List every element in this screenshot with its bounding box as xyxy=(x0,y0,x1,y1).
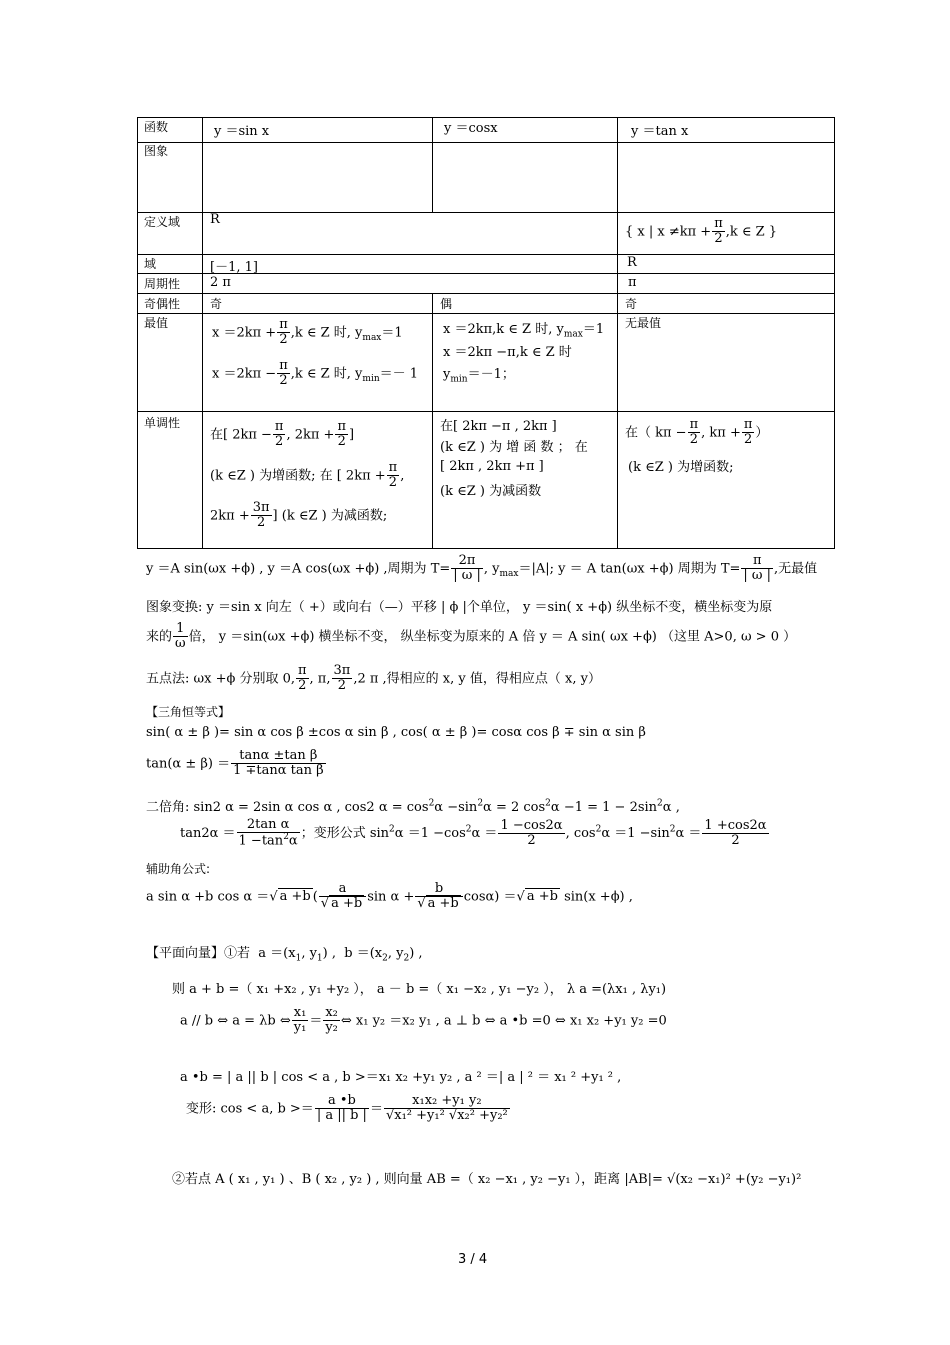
mono-tan-line1: 在（ kπ − $\frac{\pi}{2}$ , kπ + $\frac{\pi}{2}$ ） xyxy=(625,417,769,448)
mono-cos-line4: (k ∈Z ) 为减函数 xyxy=(440,484,542,499)
sum-angle-formula: sin( α ± β )= sin α cos β ±cos α sin β , cos( α ± β )= cosα cos β ∓ sin α sin β xyxy=(146,725,646,740)
header-tan: y ＝tan x xyxy=(631,124,689,139)
mono-tan-line2: (k ∈Z ) 为增函数; xyxy=(628,460,734,475)
parity-tan: 奇 xyxy=(625,297,638,311)
mono-sin-line3: 2kπ + $\frac{3\pi}{2}$ ] (k ∈Z ) 为减函数; xyxy=(210,500,388,531)
mono-cos-line2: (k ∈Z ) 为 增 函 数 ； 在 xyxy=(440,440,588,455)
row-graph-label: 图象 xyxy=(144,144,169,158)
vector-distance-formula: ②若点 A ( x₁ , y₁ ) 、B ( x₂ , y₂ ) , 则向量 AB =（ x₂ −x₁ , y₂ −y₁ ），距离 |AB|= √(x₂ −x₁)² +(y₂ −y₁)² xyxy=(172,1172,802,1187)
period-sin-cos: 2 π xyxy=(210,275,231,290)
row-domain-label: 定义域 xyxy=(144,215,181,229)
period-formula-line: y ＝A sin(ωx +ϕ) , y ＝A cos(ωx +ϕ) ,周期为 T= $\frac{2\pi}{| \omega |}$ , $y_{max}=|A|$; y ＝ A tan(ωx +ϕ) 周期为 T= $\frac{\pi}{| \omega |}$ ,无最值 xyxy=(146,553,818,584)
period-tan: π xyxy=(628,275,637,290)
row-mono-label: 单调性 xyxy=(144,416,181,430)
mono-sin-line2: (k ∈Z ) 为增函数; 在 [ 2kπ + $\frac{\pi}{2}$ , xyxy=(210,460,405,491)
tan-double-formula: tan2α ＝ $\frac{\text{2tan α}}{1 -\tan^2\alpha}$ ；变形公式 $\sin^2\alpha =1 -\cos^2\alpha$ ＝ $\frac{1 -\cos 2\alpha}{2}$ , $\cos^2\alpha =1 -\sin^2\alpha$ ＝ $\frac{1 +\cos 2\alpha}{2}$ xyxy=(180,817,767,849)
mono-cos-line3: [ 2kπ , 2kπ +π ] xyxy=(440,459,544,474)
transform-line1: 图象变换: y ＝sin x 向左（ +）或向右（—）平移 | ϕ |个单位， y ＝sin( x +ϕ) 纵坐标不变，横坐标变为原 xyxy=(146,600,773,615)
vector-definition: 【平面向量】①若 $a =(x_1$, $y_1$) , $b =(x_2$, $y_2$) , xyxy=(146,946,423,964)
double-angle-formula: 二倍角: sin2 α = 2sin α cos α , cos2 $\alpha = \cos^2\alpha -\sin^2\alpha = 2$ $\cos^2\alpha -1 = 1 - 2\sin^2\alpha$ , xyxy=(146,798,680,815)
extreme-sin-max: x ＝2kπ + $\frac{\pi}{2}$ ,k ∈ Z 时, $y_{max}=1$ xyxy=(212,317,403,348)
mono-sin-line1: 在[ 2kπ − $\frac{\pi}{2}$ , 2kπ + $\frac{\pi}{2}$ ] xyxy=(210,419,355,450)
extreme-sin-min: x ＝2kπ − $\frac{\pi}{2}$ ,k ∈ Z 时, $y_{min}=- 1$ xyxy=(212,358,419,389)
mono-cos-line1: 在[ 2kπ −π , 2kπ ] xyxy=(440,419,557,434)
five-point-method: 五点法: ωx +ϕ 分别取 0, $\frac{\pi}{2}$ , π, $\frac{3\pi}{2}$ ,2 π ,得相应的 x, y 值，得相应点（ x, y） xyxy=(146,663,601,694)
extreme-tan: 无最值 xyxy=(625,316,662,330)
row-period-label: 周期性 xyxy=(144,277,181,291)
extreme-cos-line1: x ＝2kπ,k ∈ Z 时, $y_{max}=1$ xyxy=(443,322,605,340)
heading-trig-identities: 【三角恒等式】 xyxy=(146,705,231,719)
extreme-cos-line2: x ＝2kπ −π,k ∈ Z 时 xyxy=(443,345,572,360)
transform-line2: 来的 $\frac{1}{\omega}$ 倍， y ＝sin(ωx +ϕ) 横坐标不变， 纵坐标变为原来的 A 倍 y ＝ A sin( ωx +ϕ) （这里 A>0, ω > 0 ） xyxy=(146,621,797,652)
row-range-label: 域 xyxy=(144,257,157,271)
row-extreme-label: 最值 xyxy=(144,316,169,330)
vector-angle-formula: 变形: cos < a, b >＝ $\frac{a •b}{| a || b |}$ ＝ $\frac{\text{x₁x₂ +y₁ y₂}}{\text{√x₁² +y₁² √x₂² +y₂²}}$ xyxy=(186,1093,508,1124)
parity-cos: 偶 xyxy=(440,297,453,311)
vector-operations: 则 a + b =（ x₁ +x₂ , y₁ +y₂ ）， a － b =（ x₁ −x₂ , y₁ −y₂ ）， λ a =(λx₁ , λy₁) xyxy=(172,982,667,997)
parity-sin: 奇 xyxy=(210,297,223,311)
domain-tan: { x | x ≠kπ + $\frac{\pi}{2}$ ,k ∈ Z } xyxy=(625,216,778,247)
header-sin: y ＝sin x xyxy=(214,124,270,139)
domain-sin-cos: R xyxy=(210,212,220,227)
tan-sum-formula: tan(α ± β) ＝ $\frac{\text{tanα ±tan β}}{\text{1 ∓tanα tan β}}$ xyxy=(146,748,324,779)
header-function: 函数 xyxy=(144,120,169,134)
vector-dot-product: a •b = | a || b | cos < a , b >＝x₁ x₂ +y₁ y₂ , a ² ＝| a | ² ＝ x₁ ² +y₁ ² , xyxy=(180,1070,622,1085)
aux-angle-formula: a sin α +b cos α ＝√ a +b ( $\frac{a}{√ a +b}$ sin α + $\frac{b}{√ a +b}$ cosα) ＝√ a +b sin(x +ϕ) , xyxy=(146,881,633,912)
header-cos: y ＝cosx xyxy=(444,121,498,136)
range-tan: R xyxy=(627,255,637,270)
heading-aux-angle: 辅助角公式: xyxy=(146,862,211,876)
row-parity-label: 奇偶性 xyxy=(144,297,181,311)
range-sin-cos: [－1, 1] xyxy=(210,260,258,275)
extreme-cos-line3: $y_{min}=-1$； xyxy=(443,367,515,385)
vector-parallel-perpendicular: a // b ⇔ a = λb ⇔ $\frac{\text{x₁}}{\text{y₁}}$ ＝ $\frac{\text{x₂}}{\text{y₂}}$ ⇔ x₁ y₂ ＝x₂ y₁ , a ⊥ b ⇔ a •b =0 ⇔ x₁ x₂ +y₁ y₂ =0 xyxy=(180,1005,667,1036)
page-number: 3 / 4 xyxy=(458,1252,488,1267)
